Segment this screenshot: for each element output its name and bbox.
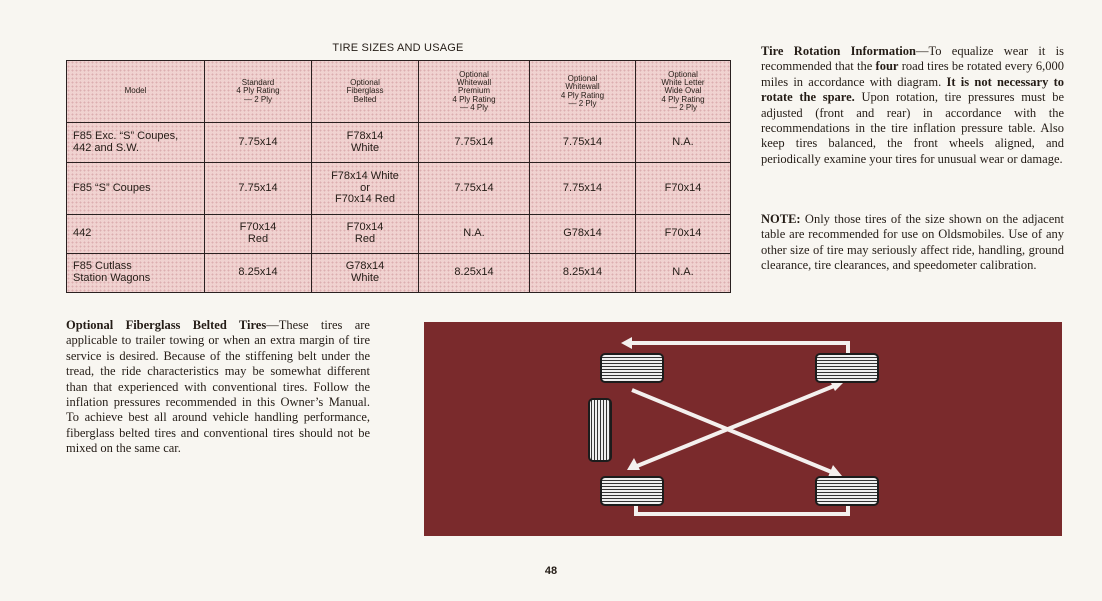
column-header: Optional White Letter Wide Oval 4 Ply Rating — 2 Ply: [636, 61, 731, 123]
tire-size-cell: G78x14: [530, 215, 636, 254]
tire-icon: [601, 354, 663, 382]
fiberglass-belted-info: [66, 318, 370, 457]
tire-size-cell: 7.75x14: [205, 123, 312, 163]
tire-size-cell: F70x14: [636, 163, 731, 215]
note-text: Only those tires of the size shown on the adjacent table are recommended for use on Oldsmobiles. Use of any other size of tire may seriously affect ride, handling, ground clearance, tire clearances, and speedometer calibration.: [761, 212, 1064, 273]
tire-size-cell: 8.25x14: [205, 254, 312, 293]
fiberglass-heading: Optional Fiberglass Belted Tires: [66, 318, 267, 332]
rotation-text: Upon rotation, tire pressures must be adjusted (front and rear) in accordance with the recommendations in the tire inflation pressure table. Also keep tires balanced, the front wheels aligned, and periodically examine your tires for unusual wear or damage.: [761, 90, 1065, 166]
tire-sizes-table: [66, 60, 731, 293]
tire-icon: [816, 354, 878, 382]
table-row: [67, 215, 731, 254]
column-header: Optional Fiberglass Belted: [312, 61, 419, 123]
model-cell: F85 Exc. “S” Coupes, 442 and S.W.: [67, 123, 205, 163]
column-header: Optional Whitewall Premium 4 Ply Rating — 4 Ply: [419, 61, 530, 123]
rotation-four: four: [875, 59, 899, 74]
tire-size-cell: 7.75x14: [205, 163, 312, 215]
table-row: [67, 163, 731, 215]
rotation-heading: Tire Rotation Information: [761, 44, 916, 58]
model-cell: F85 “S” Coupes: [67, 163, 205, 215]
diagram-background: [424, 322, 1062, 536]
tire-size-cell: 7.75x14: [419, 163, 530, 215]
tire-size-cell: F70x14 Red: [205, 215, 312, 254]
model-cell: 442: [67, 215, 205, 254]
tire-size-cell: N.A.: [636, 254, 731, 293]
tire-size-cell: N.A.: [419, 215, 530, 254]
tire-size-cell: G78x14 White: [312, 254, 419, 293]
tire-icon: [816, 477, 878, 505]
note-label: NOTE:: [761, 212, 801, 226]
table-header-row: [67, 61, 731, 123]
tire-size-cell: F70x14 Red: [312, 215, 419, 254]
tire-rotation-diagram: [424, 322, 1062, 536]
tire-size-cell: F78x14 White or F70x14 Red: [312, 163, 419, 215]
fiberglass-text: —These tires are applicable to trailer towing or when an extra margin of tire service is desired. Because of the stiffening belt under the tread, the ride characteristics may be somewhat different than that experienced with conventional tires. Follow the inflation pressures recommended in this Owner’s Manual. To achieve best all around vehicle handling performance, fiberglass belted tires and conventional tires should not be mixed on the same car.: [66, 318, 370, 456]
column-header: Model: [67, 61, 205, 123]
rotation-spare-note: It is not necessary to rotate the spare.: [761, 74, 1064, 105]
tire-icon: [601, 477, 663, 505]
column-header: Optional Whitewall 4 Ply Rating — 2 Ply: [530, 61, 636, 123]
tire-icon: [589, 399, 611, 461]
tire-size-cell: 7.75x14: [530, 123, 636, 163]
model-cell: F85 Cutlass Station Wagons: [67, 254, 205, 293]
table-row: [67, 254, 731, 293]
table-title: TIRE SIZES AND USAGE: [332, 42, 464, 54]
tire-size-cell: F78x14 White: [312, 123, 419, 163]
tire-size-cell: 7.75x14: [419, 123, 530, 163]
rotation-text: —To equalize wear it is recommended that the: [761, 44, 1064, 74]
note-paragraph: [761, 212, 1064, 274]
tire-rotation-info: [761, 44, 1064, 167]
tire-size-cell: F70x14: [636, 215, 731, 254]
tire-size-cell: 8.25x14: [419, 254, 530, 293]
page-number: 48: [544, 565, 558, 577]
tire-size-cell: 8.25x14: [530, 254, 636, 293]
column-header: Standard 4 Ply Rating — 2 Ply: [205, 61, 312, 123]
tire-size-cell: 7.75x14: [530, 163, 636, 215]
tire-size-cell: N.A.: [636, 123, 731, 163]
table-row: [67, 123, 731, 163]
rotation-text: road tires be rotated every 6,000 miles in accordance with diagram.: [761, 59, 1064, 89]
